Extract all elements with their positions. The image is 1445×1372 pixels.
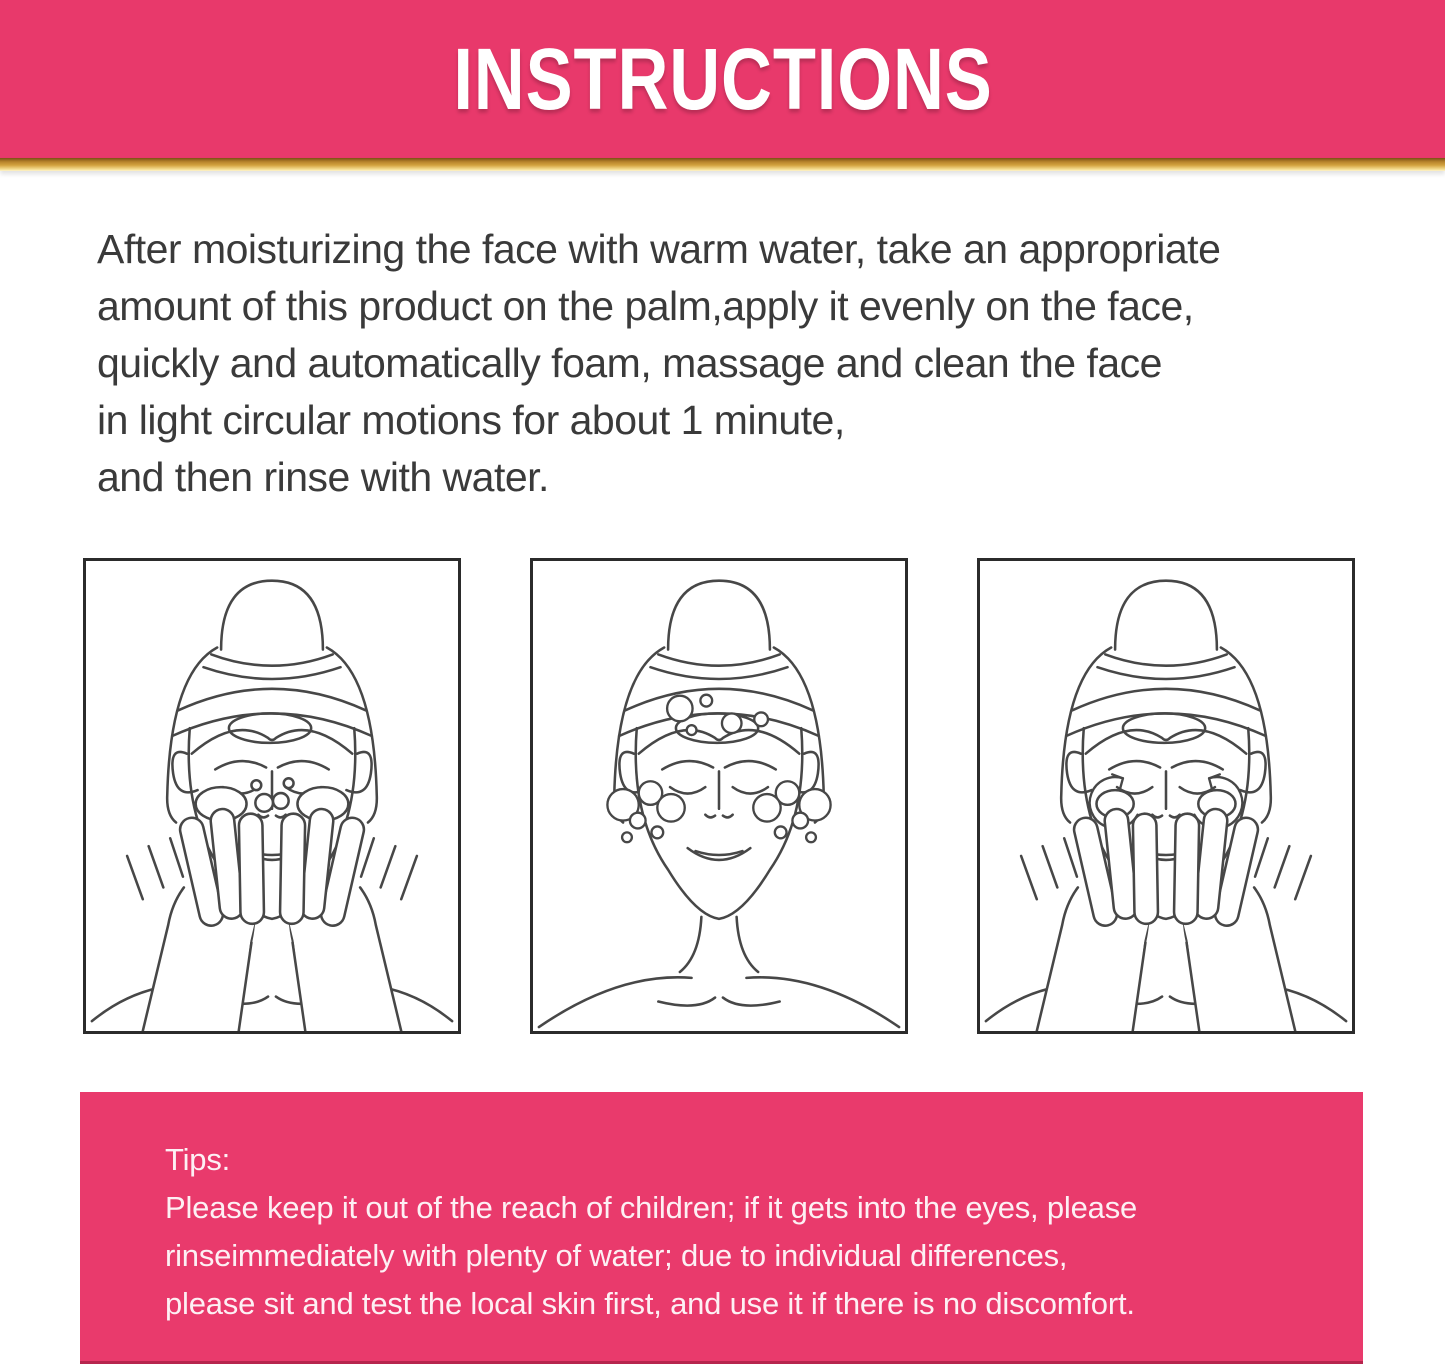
circular-massage-motion-icon — [980, 561, 1352, 1031]
step-3-illustration — [977, 558, 1355, 1034]
paragraph-line: quickly and automatically foam, massage and clean the face — [97, 340, 1162, 386]
usage-instructions-paragraph — [0, 171, 1445, 506]
gold-divider — [0, 158, 1445, 171]
paragraph-line: in light circular motions for about 1 minute, — [97, 397, 845, 443]
foam-bubbles-on-face-icon — [533, 561, 905, 1031]
tips-box — [80, 1092, 1363, 1364]
tips-line: rinseimmediately with plenty of water; due to individual differences, — [165, 1238, 1068, 1273]
paragraph-line: and then rinse with water. — [97, 454, 549, 500]
massage-face-with-fingertips-icon — [86, 561, 458, 1031]
paragraph-line: After moisturizing the face with warm water, take an appropriate — [97, 226, 1221, 272]
step-1-illustration — [83, 558, 461, 1034]
step-2-illustration — [530, 558, 908, 1034]
paragraph-line: amount of this product on the palm,apply it evenly on the face, — [97, 283, 1194, 329]
tips-line: Please keep it out of the reach of children; if it gets into the eyes, please — [165, 1190, 1138, 1225]
illustration-steps — [0, 558, 1445, 1034]
tips-line: please sit and test the local skin first, and use it if there is no discomfort. — [165, 1286, 1135, 1321]
header-banner — [0, 0, 1445, 158]
tips-heading: Tips: — [165, 1142, 231, 1177]
page-title: INSTRUCTIONS — [452, 29, 993, 128]
